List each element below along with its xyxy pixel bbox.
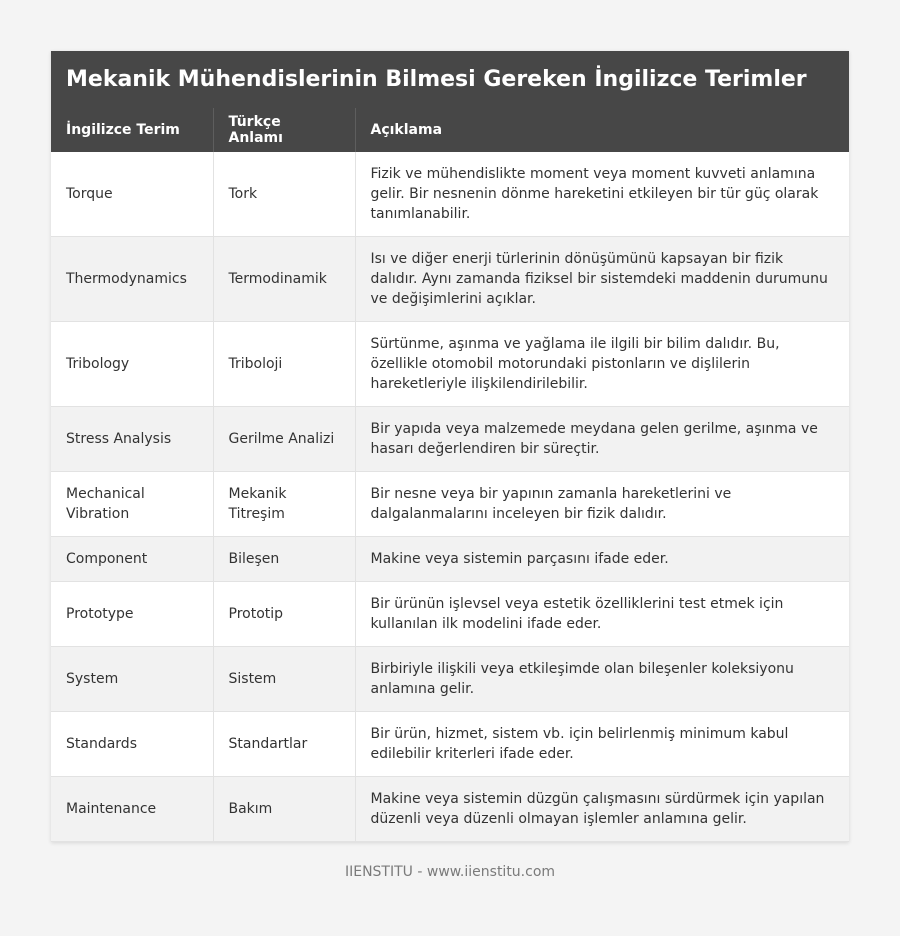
cell-english: Tribology [51,322,213,407]
table-row [51,322,849,407]
cell-turkish: Standartlar [213,712,355,777]
cell-description: Makine veya sistemin düzgün çalışmasını sürdürmek için yapılan düzenli veya düzenli olmayan işlemler anlamına gelir. [355,777,849,842]
terms-table [51,108,849,842]
table-row [51,647,849,712]
cell-description: Isı ve diğer enerji türlerinin dönüşümünü kapsayan bir fizik dalıdır. Aynı zamanda fiziksel bir sistemdeki maddenin durumunu ve değişimlerini açıklar. [355,237,849,322]
cell-turkish: Triboloji [213,322,355,407]
table-header-row [51,108,849,152]
cell-english: Standards [51,712,213,777]
page-title: Mekanik Mühendislerinin Bilmesi Gereken İngilizce Terimler [51,51,849,108]
cell-turkish: Tork [213,152,355,237]
cell-english: Torque [51,152,213,237]
table-row [51,152,849,237]
cell-english: System [51,647,213,712]
table-row [51,407,849,472]
table-row [51,472,849,537]
cell-description: Makine veya sistemin parçasını ifade eder. [355,537,849,582]
cell-turkish: Sistem [213,647,355,712]
cell-english: Maintenance [51,777,213,842]
table-row [51,712,849,777]
table-row [51,237,849,322]
header-english-term: İngilizce Terim [51,108,213,152]
cell-description: Fizik ve mühendislikte moment veya moment kuvveti anlamına gelir. Bir nesnenin dönme hareketini etkileyen bir tür güç olarak tanımlanabilir. [355,152,849,237]
cell-description: Birbiriyle ilişkili veya etkileşimde olan bileşenler koleksiyonu anlamına gelir. [355,647,849,712]
cell-turkish: Prototip [213,582,355,647]
cell-description: Bir ürünün işlevsel veya estetik özelliklerini test etmek için kullanılan ilk modelini ifade eder. [355,582,849,647]
cell-description: Bir yapıda veya malzemede meydana gelen gerilme, aşınma ve hasarı değerlendiren bir süreçtir. [355,407,849,472]
cell-turkish: Bakım [213,777,355,842]
cell-english: Prototype [51,582,213,647]
cell-turkish: Termodinamik [213,237,355,322]
cell-english: Mechanical Vibration [51,472,213,537]
header-description: Açıklama [355,108,849,152]
terms-card [51,51,849,842]
cell-turkish: Gerilme Analizi [213,407,355,472]
cell-description: Bir ürün, hizmet, sistem vb. için belirlenmiş minimum kabul edilebilir kriterleri ifade eder. [355,712,849,777]
cell-description: Sürtünme, aşınma ve yağlama ile ilgili bir bilim dalıdır. Bu, özellikle otomobil motorundaki pistonların ve dişlilerin hareketleriyle ilişkilendirilebilir. [355,322,849,407]
header-turkish-meaning: Türkçe Anlamı [213,108,355,152]
table-row [51,537,849,582]
cell-turkish: Bileşen [213,537,355,582]
cell-turkish: Mekanik Titreşim [213,472,355,537]
cell-english: Stress Analysis [51,407,213,472]
cell-english: Component [51,537,213,582]
cell-description: Bir nesne veya bir yapının zamanla hareketlerini ve dalgalanmalarını inceleyen bir fizik dalıdır. [355,472,849,537]
footer-credit: IIENSTITU - www.iienstitu.com [344,864,556,880]
table-row [51,582,849,647]
cell-english: Thermodynamics [51,237,213,322]
table-row [51,777,849,842]
